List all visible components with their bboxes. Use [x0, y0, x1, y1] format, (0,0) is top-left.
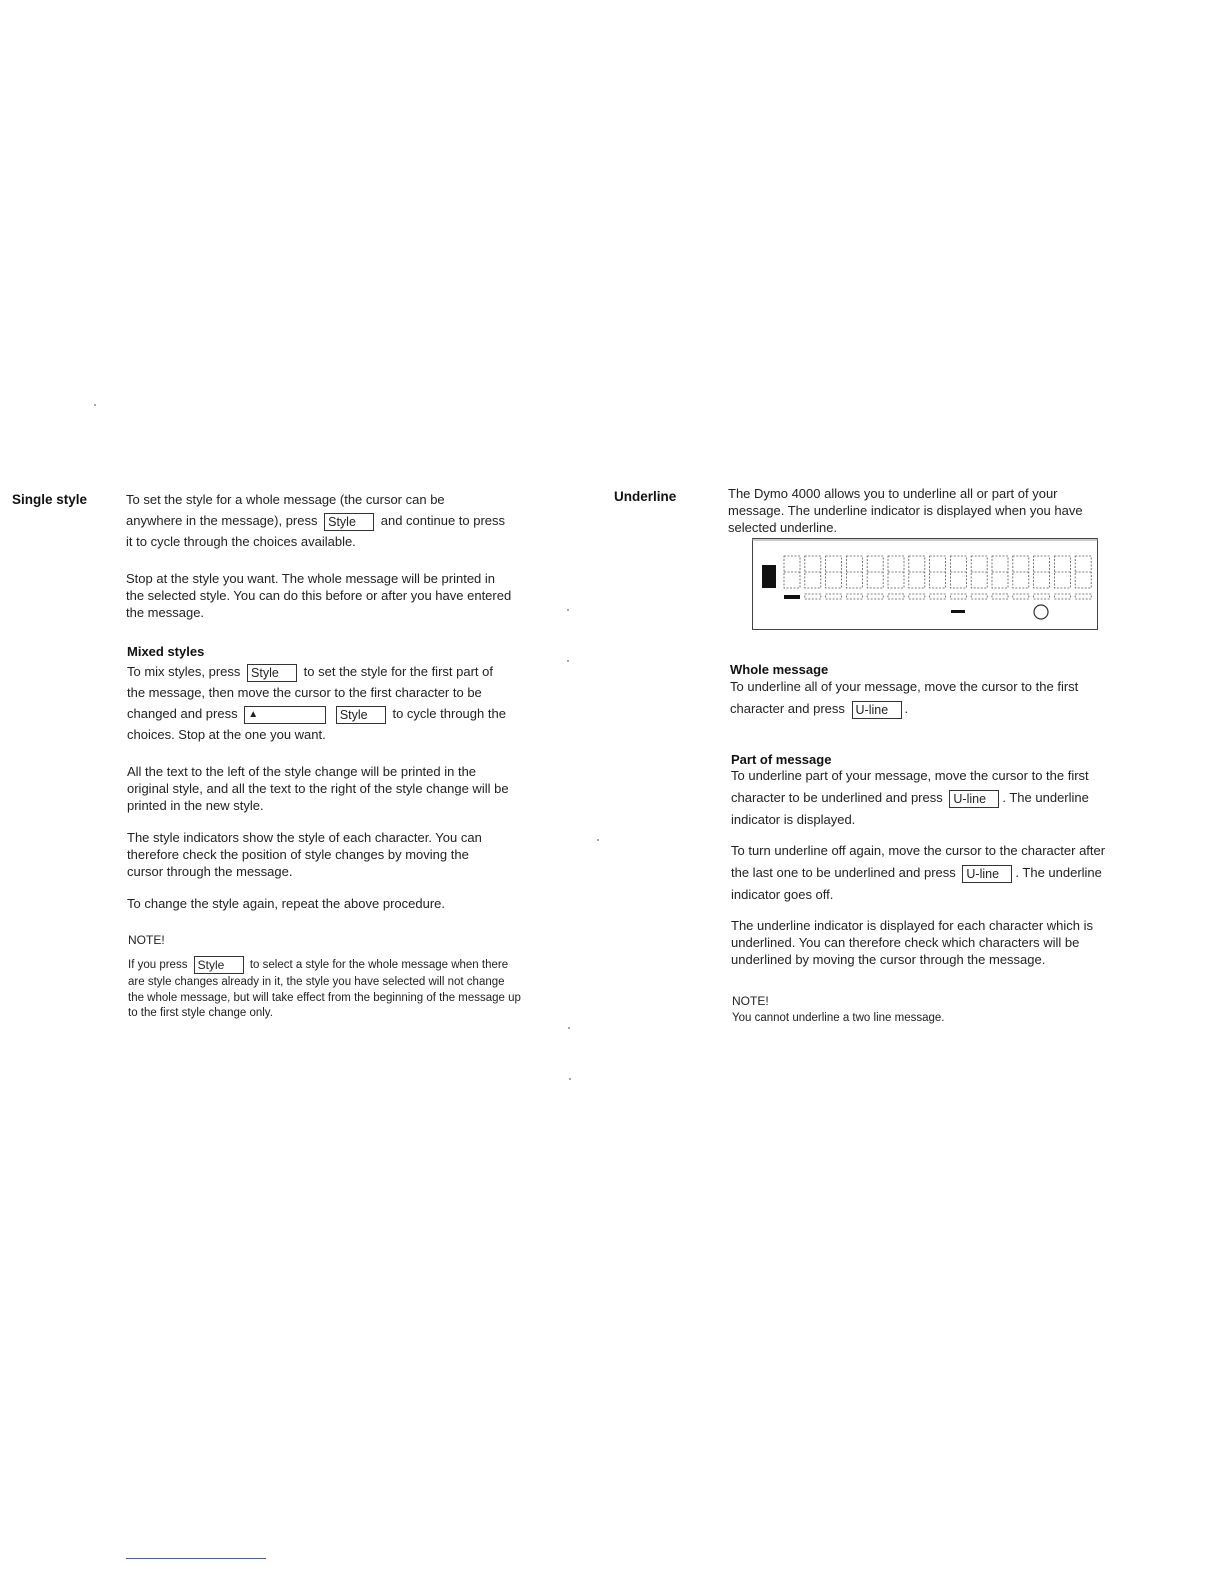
mixed-styles-paragraph-2: All the text to the left of the style change will be printed in the original style, and all the text to the right of the style change will be printed in the new style. — [127, 764, 509, 813]
lcd-style-cell — [867, 594, 883, 599]
text-line: indicator is displayed. — [731, 812, 856, 827]
lcd-style-cell — [930, 594, 946, 599]
single-style-paragraph-2: Stop at the style you want. The whole message will be printed in the selected style. You can do this before or after you have entered the message. — [126, 571, 512, 620]
scan-speck — [568, 1027, 570, 1029]
cursor-block — [762, 565, 776, 588]
up-triangle-icon: ▲ — [244, 706, 326, 724]
circle-indicator — [1034, 605, 1048, 619]
whole-message-heading: Whole message — [730, 662, 829, 677]
mixed-styles-section — [127, 661, 527, 912]
text-line: changed and press — [127, 706, 238, 721]
single-style-heading: Single style — [12, 492, 88, 507]
style-key: Style — [324, 513, 374, 531]
note-body: You cannot underline a two line message. — [732, 1012, 945, 1024]
scan-speck — [597, 839, 599, 841]
text-line: To underline all of your message, move the cursor to the first — [730, 679, 1079, 694]
note-title: NOTE! — [128, 933, 165, 947]
underline-intro: The Dymo 4000 allows you to underline all or part of your message. The underline indicator is displayed when you have selected underline. — [728, 486, 1083, 535]
part-of-message-section — [731, 765, 1121, 968]
lcd-style-cell — [1034, 594, 1050, 599]
lcd-style-cell — [992, 594, 1008, 599]
text-line: character to be underlined and press — [731, 790, 943, 805]
part-of-message-paragraph-3: The underline indicator is displayed for each character which is underlined. You can therefore check which characters will be underlined by moving the cursor through the message. — [731, 918, 1094, 967]
whole-message-section — [730, 676, 1110, 720]
style-key: Style — [247, 664, 297, 682]
text-line: To set the style for a whole message (the cursor can be — [126, 492, 445, 507]
text-line: choices. Stop at the one you want. — [127, 727, 326, 742]
text-line: To mix styles, press — [127, 664, 241, 679]
scan-speck — [567, 660, 569, 662]
text-line: indicator goes off. — [731, 887, 834, 902]
text-line: To underline part of your message, move the cursor to the first — [731, 768, 1089, 783]
text-line: To turn underline off again, move the cursor to the character after — [731, 843, 1106, 858]
lcd-style-cell — [950, 594, 966, 599]
text-line: to cycle through the — [392, 706, 506, 721]
lcd-style-cell — [826, 594, 842, 599]
text-line: and continue to press — [380, 513, 506, 528]
single-style-section — [126, 489, 526, 621]
lcd-style-cell — [805, 594, 821, 599]
note-line-1 — [128, 955, 528, 975]
lcd-style-cell — [909, 594, 925, 599]
mixed-styles-paragraph-3: The style indicators show the style of each character. You can therefore check the position of style changes by moving the cursor through the message. — [127, 830, 482, 879]
left-note — [128, 932, 528, 1022]
text-line: to select a style for the whole message when there — [249, 959, 509, 971]
text-line: to set the style for the first part of — [303, 664, 493, 679]
text-line: anywhere in the message), press — [126, 513, 318, 528]
text-line: character and press — [730, 701, 845, 716]
text-line: If you press — [128, 959, 188, 971]
text-line: . — [904, 701, 909, 716]
part-of-message-paragraph-1 — [731, 765, 1121, 831]
text-line: . The underline — [1015, 865, 1102, 880]
lcd-style-cell — [1054, 594, 1070, 599]
style-key: Style — [336, 706, 386, 724]
part-of-message-heading: Part of message — [731, 752, 832, 767]
bottom-rule — [126, 1558, 266, 1559]
part-of-message-paragraph-2 — [731, 840, 1121, 906]
note-body: are style changes already in it, the style you have selected will not change the whole message, but will take effect from the beginning of the message up to the first style change only. — [128, 976, 521, 1019]
text-line: it to cycle through the choices available. — [126, 534, 356, 549]
underline-heading: Underline — [614, 489, 677, 504]
lcd-style-cell — [1075, 594, 1091, 599]
text-line: the last one to be underlined and press — [731, 865, 956, 880]
mixed-styles-paragraph-1 — [127, 661, 527, 745]
lcd-style-cell — [1013, 594, 1029, 599]
lcd-style-cell — [846, 594, 862, 599]
text-line: . The underline — [1002, 790, 1089, 805]
style-key: Style — [194, 956, 244, 974]
mixed-styles-heading: Mixed styles — [127, 644, 205, 659]
single-style-paragraph-1 — [126, 489, 526, 552]
lcd-style-cell — [971, 594, 987, 599]
mixed-styles-paragraph-4: To change the style again, repeat the above procedure. — [127, 896, 445, 911]
u-line-key: U-line — [852, 701, 902, 719]
lcd-style-cell — [888, 594, 904, 599]
right-note — [732, 993, 1112, 1027]
minus-indicator — [951, 610, 965, 613]
text-line: the message, then move the cursor to the first character to be — [127, 685, 482, 700]
scan-speck — [567, 609, 569, 611]
u-line-key: U-line — [962, 865, 1012, 883]
note-title: NOTE! — [732, 994, 769, 1008]
whole-message-paragraph — [730, 676, 1110, 720]
lcd-display-icon — [752, 538, 1098, 630]
underline-indicator — [784, 595, 800, 599]
scan-speck — [94, 404, 96, 406]
scan-speck — [569, 1078, 571, 1080]
u-line-key: U-line — [949, 790, 999, 808]
lcd-display-illustration — [752, 538, 1098, 630]
